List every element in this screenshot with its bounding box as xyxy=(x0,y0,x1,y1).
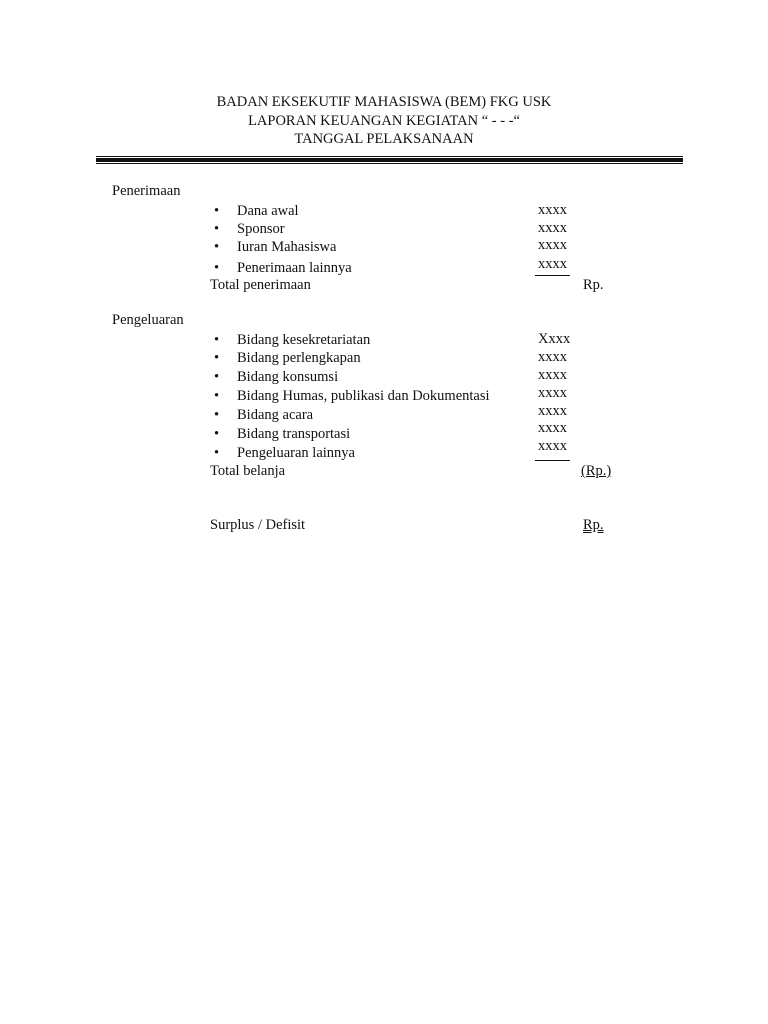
total-belanja-value: (Rp.) xyxy=(581,463,612,479)
report-title: LAPORAN KEUANGAN KEGIATAN “ - - -“ xyxy=(248,113,520,129)
bullet-icon: • xyxy=(214,388,220,404)
bullet-icon: • xyxy=(214,203,220,219)
item-value: xxxx xyxy=(538,420,567,436)
header-rule-thick xyxy=(96,158,683,162)
item-value: xxxx xyxy=(538,202,567,218)
list-item: • Bidang kesekretariatan xyxy=(214,332,371,348)
bullet-icon: • xyxy=(214,260,220,276)
list-item: • Iuran Mahasiswa xyxy=(214,239,337,255)
report-date-label: TANGGAL PELAKSANAAN xyxy=(294,131,474,147)
bullet-icon: • xyxy=(214,332,220,348)
list-item: • Bidang acara xyxy=(214,407,314,423)
list-item: • Bidang Humas, publikasi dan Dokumentasi xyxy=(214,388,490,404)
item-value: xxxx xyxy=(538,220,567,236)
bullet-icon: • xyxy=(214,350,220,366)
list-item: • Bidang konsumsi xyxy=(214,369,339,385)
bullet-icon: • xyxy=(214,426,220,442)
bullet-icon: • xyxy=(214,445,220,461)
pengeluaran-heading: Pengeluaran xyxy=(112,312,184,328)
item-value: xxxx xyxy=(538,256,567,272)
list-item: • Bidang transportasi xyxy=(214,426,351,442)
item-value: xxxx xyxy=(538,349,567,365)
total-penerimaan-label: Total penerimaan xyxy=(210,277,311,293)
bullet-icon: • xyxy=(214,221,220,237)
surplus-defisit-value: Rp. xyxy=(583,517,604,533)
header-rule-bottom xyxy=(96,163,683,164)
item-value: xxxx xyxy=(538,403,567,419)
list-item: • Dana awal xyxy=(214,203,299,219)
list-item: • Bidang perlengkapan xyxy=(214,350,361,366)
bullet-icon: • xyxy=(214,369,220,385)
subtotal-rule xyxy=(535,460,570,461)
list-item: • Sponsor xyxy=(214,221,285,237)
total-penerimaan-value: Rp. xyxy=(583,277,604,293)
penerimaan-heading: Penerimaan xyxy=(112,183,181,199)
list-item: • Penerimaan lainnya xyxy=(214,260,352,276)
header-rule-top xyxy=(96,156,683,157)
item-value: xxxx xyxy=(538,367,567,383)
item-value: xxxx xyxy=(538,438,567,454)
surplus-defisit-label: Surplus / Defisit xyxy=(210,517,306,533)
subtotal-rule xyxy=(535,275,570,276)
bullet-icon: • xyxy=(214,407,220,423)
item-value: xxxx xyxy=(538,385,567,401)
report-org-title: BADAN EKSEKUTIF MAHASISWA (BEM) FKG USK xyxy=(216,94,552,110)
bullet-icon: • xyxy=(214,239,220,255)
item-value: xxxx xyxy=(538,237,567,253)
total-belanja-label: Total belanja xyxy=(210,463,286,479)
list-item: • Pengeluaran lainnya xyxy=(214,445,355,461)
item-value: Xxxx xyxy=(538,331,571,347)
